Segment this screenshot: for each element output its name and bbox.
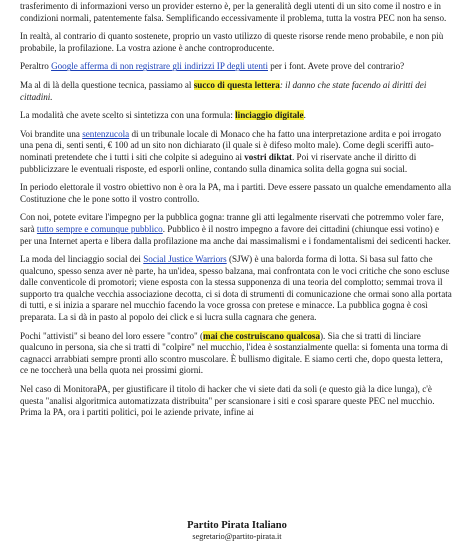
paragraph-1-text: trasferimento di informazioni verso un provider esterno è, per la generalità degli utenti di un sito come il nostro e in condizioni normali, patentemente falsa. Semplificando eccessivamente il problema, tutta la vostra PEC non ha senso. xyxy=(20,1,447,23)
paragraph-2-text: In realtà, al contrario di quanto sostenete, proprio un vasto utilizzo di queste risorse rende meno probabile, e non più probabile, la profilazione. La vostra azione è anche controproducente. xyxy=(20,31,444,53)
paragraph-10-before: Pochi "attivisti" si beano del loro essere "contro" ( xyxy=(20,330,204,341)
paragraph-3 xyxy=(20,61,452,73)
paragraph-8 xyxy=(20,212,452,247)
paragraph-1 xyxy=(20,1,452,24)
paragraph-11 xyxy=(20,384,452,419)
paragraph-5 xyxy=(20,110,452,122)
bold-diktat: vostri diktat xyxy=(244,151,292,162)
highlight-linciaggio: linciaggio digitale xyxy=(235,110,304,121)
pubblico-link[interactable]: tutto sempre e comunque pubblico xyxy=(36,223,163,234)
paragraph-3-before: Peraltro xyxy=(20,61,52,72)
paragraph-6-before: Voi brandite una xyxy=(20,128,83,139)
paragraph-6 xyxy=(20,129,452,175)
contact-email: segretario@partito-pirata.it xyxy=(192,532,282,541)
paragraph-2 xyxy=(20,31,452,54)
paragraph-5-before: La modalità che avete scelto si sintetizza con una formula: xyxy=(20,110,236,121)
letter-footer xyxy=(0,519,474,542)
sjw-link[interactable]: Social Justice Warriors xyxy=(143,254,227,265)
google-ip-link[interactable]: Google afferma di non registrare gli indirizzi IP degli utenti xyxy=(51,61,268,72)
highlight-costruiscano: mai che costruiscano qualcosa xyxy=(203,330,321,341)
sentenzucola-link[interactable]: sentenzucola xyxy=(82,128,130,139)
paragraph-7 xyxy=(20,182,452,205)
paragraph-6-after: . Poi vi riservate anche il diritto di pubblicizzare le eventuali risposte, ed esporli online, contando sulla dinamica solita della gogna sui social. xyxy=(20,151,417,174)
paragraph-11-text: Nel caso di MonitoraPA, per giustificare il titolo di hacker che vi siete dati da soli (e questo già la dice lunga), c'è questa "analisi algoritmica automatizzata distribuita" per scansionare i siti e così sparare queste PEC nel mucchio. Prima la PA, ora i partiti politici, poi le aziende private, infine ai xyxy=(20,384,435,418)
paragraph-10-after: ). Sia che si tratti di linciare qualcuno in persona, sia che si tratti di "colpire" nel mucchio, l'idea è sostanzialmente quella: si fomenta una torma di cagnacci arrabbiati sempre pronti allo scontro muscolare. È bullismo digitale. E siamo certi che, dopo questa lettera, ce ne toccherà una bella quota nei prossimi giorni. xyxy=(20,330,449,376)
paragraph-6-middle: di un tribunale locale di Monaco che ha fatto una interpretazione ardita e poi irrogato una pena di, senti senti, € 100 ad un sito non dichiarato (il quale si è difeso molto male). Come degli sceriffi auto-nominati pretendete che i tutti i siti che colpite si adeguino ai xyxy=(20,128,442,162)
highlight-succo: succo di questa lettera xyxy=(193,79,280,90)
paragraph-7-text: In periodo elettorale il vostro obiettivo non è ora la PA, ma i partiti. Deve essere passato un qualche emendamento alla Costituzione che le pone sotto il vostro controllo. xyxy=(20,182,451,204)
paragraph-9-after: (SJW) è una balorda forma di lotta. Si basa sul fatto che qualcuno, spesso senza aver nè parte, ha un'idea, spesso balzana, mai confrontata con le voci critiche che sono escluse dalle conventicole di promotori; viene esposta con la stessa supponenza di una teoria del complotto; semmai trova il supporto tra qualche vecchia associazione decotta, ci si dota di strumenti di comunicazione che ormai sono alla portata di tutti, e si inizia a sparare nel mucchio facendo la voce grossa con pretese e minacce. La pubblica gogna è così preparata. La si dà in pasto al popolo dei click e si lucra sulla cagnara che genera. xyxy=(20,254,452,323)
paragraph-4-before: Ma al di là della questione tecnica, passiamo al xyxy=(20,79,194,90)
paragraph-4 xyxy=(20,80,452,103)
paragraph-3-after: per i font. Avete prove del contrario? xyxy=(268,61,405,72)
paragraph-10 xyxy=(20,331,452,377)
paragraph-5-after: . xyxy=(303,110,306,121)
paragraph-8-before: Con noi, potete evitare l'impegno per la pubblica gogna: tranne gli atti legalmente riservati che potremmo voler fare, sarà xyxy=(20,212,444,234)
paragraph-9 xyxy=(20,254,452,324)
party-name: Partito Pirata Italiano xyxy=(187,520,287,531)
paragraph-8-after: . Pubblico è il nostro impegno a favore dei cittadini (chiunque essi votino) e per una Internet aperta e libera dalla profilazione ma anche dai massimalismi e i fondamentalismi dei sedicenti hacker. xyxy=(20,223,451,246)
paragraph-4-after: : il danno che state facendo ai diritti dei cittadini. xyxy=(20,79,427,102)
paragraph-9-before: La moda del linciaggio social dei xyxy=(20,254,144,265)
letter-page xyxy=(0,1,474,548)
